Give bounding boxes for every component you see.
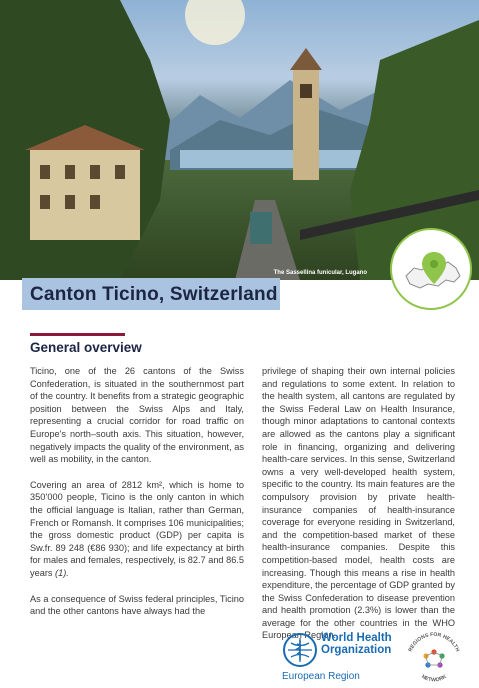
regions-for-health-logo bbox=[402, 626, 466, 688]
photo-caption: The Sassellina funicular, Lugano bbox=[273, 270, 367, 276]
svg-text:NETWORK bbox=[420, 674, 448, 684]
paragraph-federal: As a consequence of Swiss federal principles, Ticino and the other cantons have always had the bbox=[30, 593, 244, 617]
who-logo-text bbox=[321, 632, 392, 656]
page-title: Canton Ticino, Switzerland bbox=[30, 284, 278, 305]
who-region-label: European Region bbox=[282, 671, 360, 682]
left-column bbox=[30, 365, 244, 631]
who-line-2: Organization bbox=[321, 644, 392, 656]
rfh-top-text: REGIONS FOR HEALTH bbox=[407, 631, 461, 653]
who-line-1: World Health bbox=[321, 632, 392, 644]
right-column bbox=[262, 365, 455, 655]
paragraph-intro: Ticino, one of the 26 cantons of the Swiss Confederation, is situated in the southernmost part of the country. It benefits from a strategic geographic position between the Swiss Alps and Italy, representing a crucial corridor for road traffic on Europe's north–south axis. This situation, however, negatively impacts the quality of the environment, as well as mobility, in the canton. bbox=[30, 366, 244, 465]
paragraph-health-system: privilege of shaping their own internal policies and regulations to some extent. In relation to the health system, all cantons are regulated by the Swiss Federal Law on Health Insurance, though minor adaptations to cantonal contexts are allowed as the cantons play a significant role in financing, organizing and delivering health-care services. In this sense, Switzerland owns a very well-developed health system, specific to the country. Its main features are the compulsory provision by private health-insurance companies of health-insurance coverage for everyone residing in Switzerland, and the competition-based market of these health-insurance companies. Despite this competition-based model, health costs are increasing. Though this means a rise in health expenditure, the percentage of GDP granted by the Swiss Confederation to disease prevention and health promotion (2.3%) is lower than the average for the other countries in the WHO European Region. bbox=[262, 366, 455, 641]
demographics-text: Covering an area of 2812 km², which is home to 350’000 people, Ticino is the only canton in which the official language is Italian, rather than German, French or Romansh. It comprises 106 municipalities; the gross domestic product (GDP) per capita is Sw.fr. 89 248 (€86 930); and life expectancy at birth for males and females, respectively, is 82.7 and 86.5 years bbox=[30, 479, 244, 578]
location-badge bbox=[390, 228, 472, 310]
section-rule bbox=[30, 333, 125, 336]
rfh-bottom-text: NETWORK bbox=[420, 673, 448, 684]
section-heading: General overview bbox=[30, 340, 142, 355]
paragraph-demographics bbox=[30, 479, 244, 580]
who-emblem-icon bbox=[282, 632, 318, 668]
reference-link[interactable]: (1). bbox=[55, 567, 69, 578]
switzerland-map-icon bbox=[392, 230, 474, 312]
